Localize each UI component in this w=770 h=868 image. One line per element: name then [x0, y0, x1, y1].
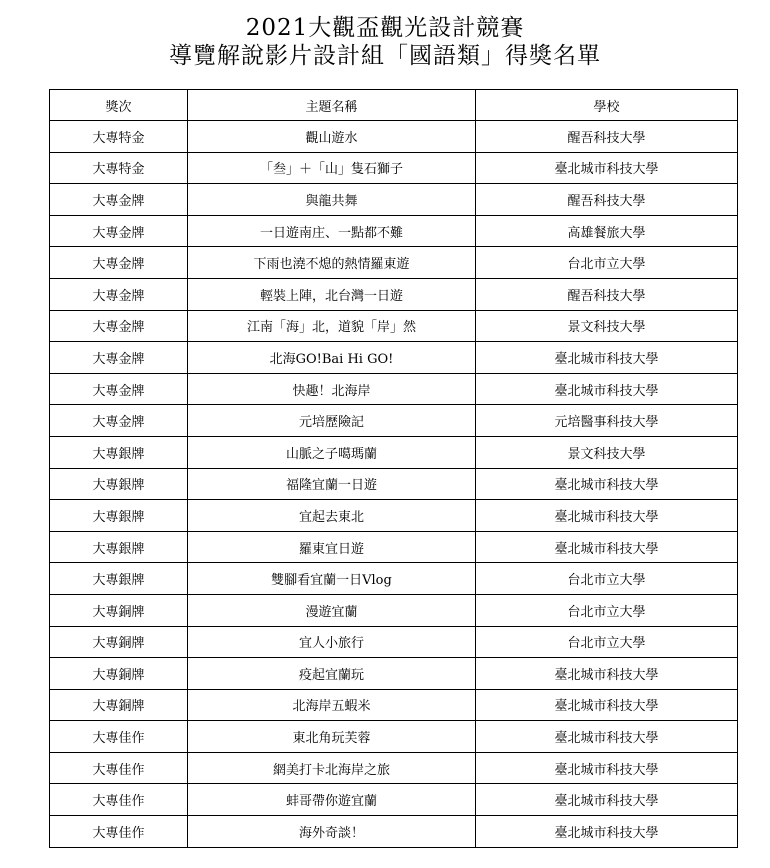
award-cell: 大專佳作	[50, 721, 188, 753]
topic-cell: 與龍共舞	[188, 184, 476, 216]
header-school: 學校	[476, 90, 738, 121]
award-cell: 大專金牌	[50, 310, 188, 342]
table-row	[50, 563, 738, 595]
table-row	[50, 500, 738, 532]
award-cell: 大專金牌	[50, 278, 188, 310]
topic-cell: 蚌哥帶你遊宜蘭	[188, 784, 476, 816]
table-row	[50, 373, 738, 405]
award-cell: 大專金牌	[50, 215, 188, 247]
table-row	[50, 531, 738, 563]
school-cell: 台北市立大學	[476, 626, 738, 658]
table-row	[50, 310, 738, 342]
topic-cell: 快趣！北海岸	[188, 373, 476, 405]
header-topic: 主題名稱	[188, 90, 476, 121]
award-cell: 大專銀牌	[50, 563, 188, 595]
award-cell: 大專佳作	[50, 784, 188, 816]
school-cell: 臺北城市科技大學	[476, 531, 738, 563]
topic-cell: 漫遊宜蘭	[188, 594, 476, 626]
school-cell: 臺北城市科技大學	[476, 500, 738, 532]
award-cell: 大專金牌	[50, 247, 188, 279]
school-cell: 台北市立大學	[476, 594, 738, 626]
topic-cell: 東北角玩芙蓉	[188, 721, 476, 753]
topic-cell: 江南「海」北，道貌「岸」然	[188, 310, 476, 342]
award-cell: 大專特金	[50, 121, 188, 153]
table-header-row	[50, 90, 738, 121]
table-row	[50, 121, 738, 153]
topic-cell: 觀山遊水	[188, 121, 476, 153]
school-cell: 臺北城市科技大學	[476, 721, 738, 753]
header-award: 獎次	[50, 90, 188, 121]
award-cell: 大專銀牌	[50, 436, 188, 468]
school-cell: 臺北城市科技大學	[476, 342, 738, 374]
award-cell: 大專銀牌	[50, 500, 188, 532]
topic-cell: 羅東宜日遊	[188, 531, 476, 563]
document-title: 2021大觀盃觀光設計競賽	[245, 15, 525, 41]
award-cell: 大專銀牌	[50, 531, 188, 563]
topic-cell: 宜人小旅行	[188, 626, 476, 658]
school-cell: 醒吾科技大學	[476, 184, 738, 216]
topic-cell: 下雨也澆不熄的熱情羅東遊	[188, 247, 476, 279]
school-cell: 景文科技大學	[476, 436, 738, 468]
topic-cell: 福隆宜蘭一日遊	[188, 468, 476, 500]
school-cell: 台北市立大學	[476, 247, 738, 279]
topic-cell: 輕裝上陣，北台灣一日遊	[188, 278, 476, 310]
topic-cell: 北海GO!Bai Hi GO!	[188, 342, 476, 374]
topic-cell: 宜起去東北	[188, 500, 476, 532]
table-row	[50, 784, 738, 816]
table-row	[50, 405, 738, 437]
topic-cell: 一日遊南庄、一點都不難	[188, 215, 476, 247]
topic-cell: 雙腳看宜蘭一日Vlog	[188, 563, 476, 595]
award-cell: 大專佳作	[50, 752, 188, 784]
school-cell: 台北市立大學	[476, 563, 738, 595]
school-cell: 臺北城市科技大學	[476, 373, 738, 405]
school-cell: 高雄餐旅大學	[476, 215, 738, 247]
topic-cell: 元培歷險記	[188, 405, 476, 437]
award-cell: 大專銅牌	[50, 689, 188, 721]
table-row	[50, 342, 738, 374]
table-row	[50, 816, 738, 848]
school-cell: 臺北城市科技大學	[476, 468, 738, 500]
table-row	[50, 247, 738, 279]
school-cell: 醒吾科技大學	[476, 278, 738, 310]
table-row	[50, 752, 738, 784]
table-row	[50, 658, 738, 690]
table-body	[50, 121, 738, 848]
school-cell: 臺北城市科技大學	[476, 689, 738, 721]
topic-cell: 山脈之子噶瑪蘭	[188, 436, 476, 468]
school-cell: 臺北城市科技大學	[476, 658, 738, 690]
table-row	[50, 278, 738, 310]
award-cell: 大專金牌	[50, 184, 188, 216]
school-cell: 景文科技大學	[476, 310, 738, 342]
award-cell: 大專銅牌	[50, 594, 188, 626]
table-row	[50, 215, 738, 247]
award-cell: 大專金牌	[50, 342, 188, 374]
school-cell: 臺北城市科技大學	[476, 752, 738, 784]
award-cell: 大專金牌	[50, 405, 188, 437]
school-cell: 臺北城市科技大學	[476, 152, 738, 184]
topic-cell: 網美打卡北海岸之旅	[188, 752, 476, 784]
award-cell: 大專佳作	[50, 816, 188, 848]
school-cell: 元培醫事科技大學	[476, 405, 738, 437]
school-cell: 臺北城市科技大學	[476, 816, 738, 848]
award-cell: 大專特金	[50, 152, 188, 184]
table-row	[50, 626, 738, 658]
topic-cell: 疫起宜蘭玩	[188, 658, 476, 690]
table-row	[50, 184, 738, 216]
school-cell: 臺北城市科技大學	[476, 784, 738, 816]
table-row	[50, 689, 738, 721]
awards-table	[49, 89, 738, 848]
award-cell: 大專銅牌	[50, 626, 188, 658]
document-subtitle: 導覽解說影片設計組「國語類」得獎名單	[169, 43, 601, 69]
school-cell: 醒吾科技大學	[476, 121, 738, 153]
table-row	[50, 152, 738, 184]
table-row	[50, 468, 738, 500]
table-row	[50, 721, 738, 753]
award-cell: 大專銅牌	[50, 658, 188, 690]
topic-cell: 北海岸五蝦米	[188, 689, 476, 721]
table-row	[50, 436, 738, 468]
table-row	[50, 594, 738, 626]
award-cell: 大專銀牌	[50, 468, 188, 500]
topic-cell: 海外奇談！	[188, 816, 476, 848]
topic-cell: 「叁」＋「山」隻石獅子	[188, 152, 476, 184]
award-cell: 大專金牌	[50, 373, 188, 405]
